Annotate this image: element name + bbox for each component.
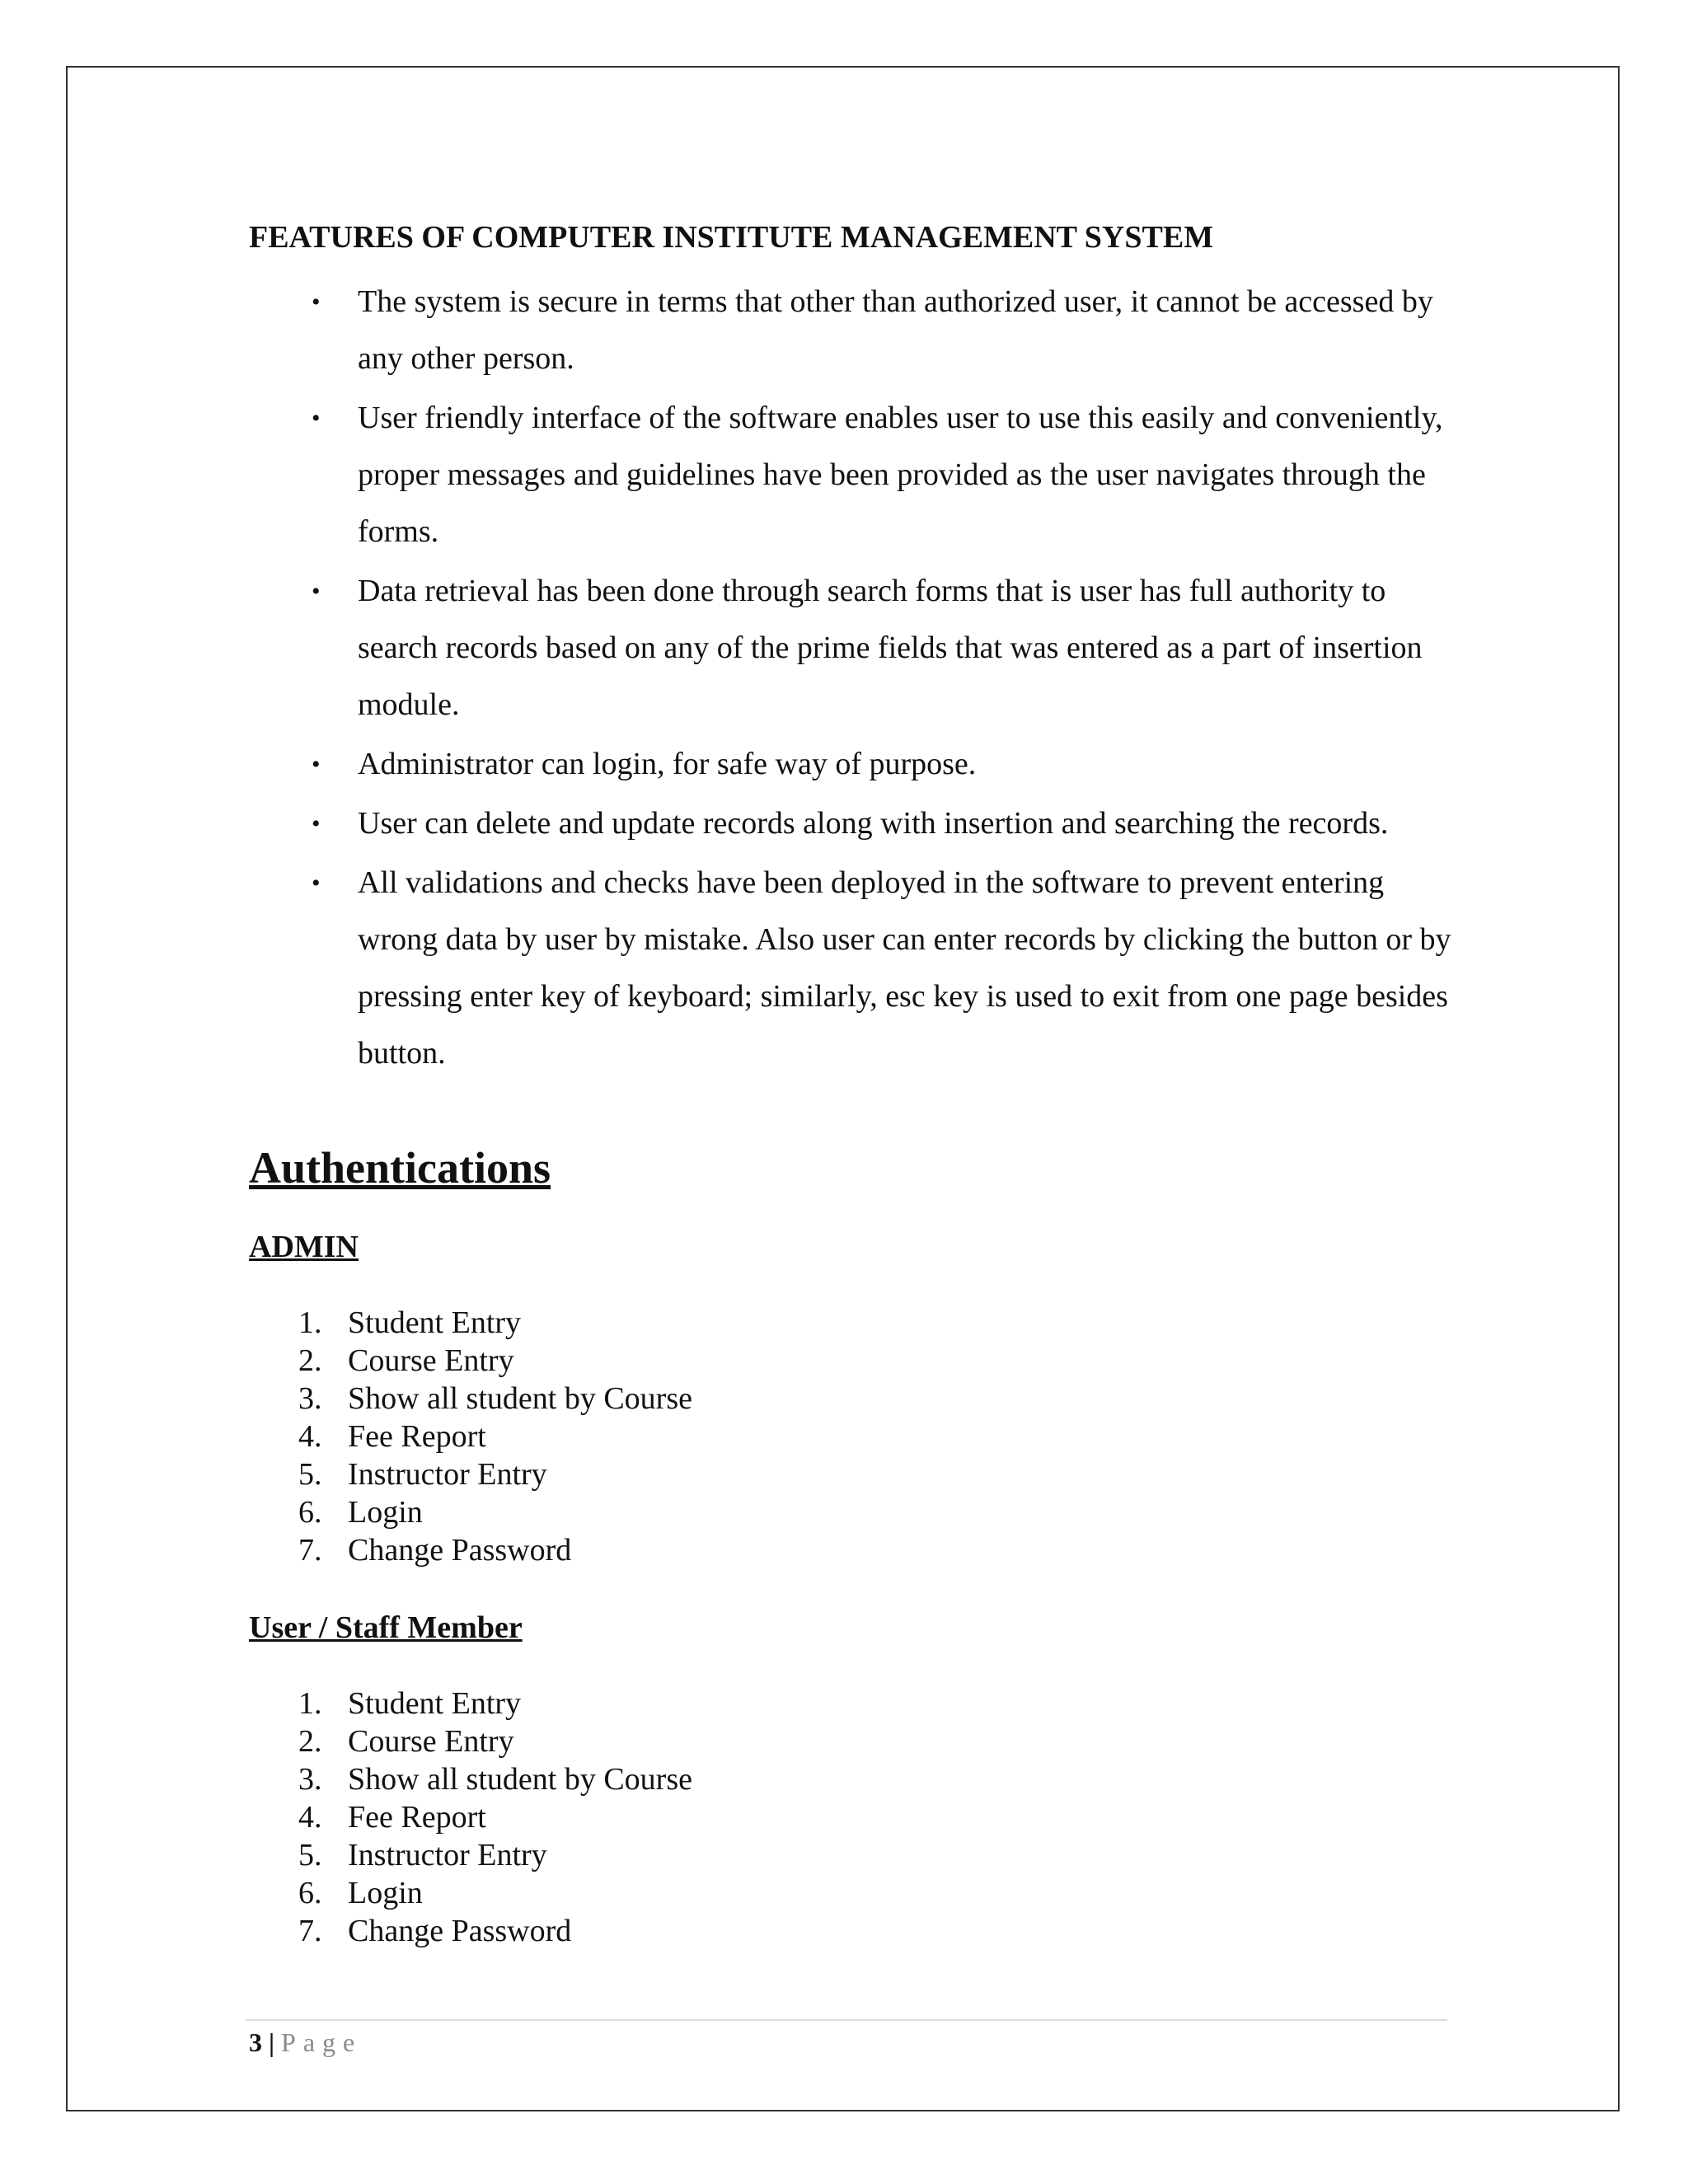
admin-list-item — [249, 1455, 692, 1493]
user-staff-heading: User / Staff Member — [249, 1610, 523, 1645]
feature-item — [249, 274, 1452, 387]
page-number: 3 — [249, 2027, 262, 2057]
user-list-item — [249, 1912, 692, 1950]
item-label: Student Entry — [348, 1686, 522, 1721]
item-label: Show all student by Course — [348, 1381, 692, 1416]
admin-list-item — [249, 1304, 692, 1342]
item-label: Student Entry — [348, 1305, 522, 1340]
bullet-icon: • — [312, 288, 321, 316]
item-number: 6. — [298, 1876, 322, 1910]
item-number: 6. — [298, 1495, 322, 1530]
feature-item — [249, 795, 1452, 852]
feature-text: User friendly interface of the software enables user to use this easily and conveniently, proper messages and guidelines have been provided as the user navigates through the forms. — [358, 401, 1443, 549]
item-number: 3. — [298, 1762, 322, 1797]
features-list — [249, 274, 1452, 1085]
user-staff-list — [249, 1685, 692, 1950]
item-label: Change Password — [348, 1914, 572, 1948]
feature-text: User can delete and update records along with insertion and searching the records. — [358, 806, 1389, 841]
bullet-icon: • — [312, 810, 321, 837]
feature-text: The system is secure in terms that other than authorized user, it cannot be accessed by any other person. — [358, 284, 1433, 376]
page-footer — [249, 2024, 362, 2060]
features-heading: FEATURES OF COMPUTER INSTITUTE MANAGEMENT SYSTEM — [249, 220, 1214, 255]
admin-list-item — [249, 1418, 692, 1455]
user-list-item — [249, 1836, 692, 1874]
bullet-icon: • — [312, 869, 321, 897]
admin-list-item — [249, 1380, 692, 1418]
admin-heading: ADMIN — [249, 1230, 359, 1264]
item-label: Fee Report — [348, 1800, 486, 1835]
feature-item — [249, 563, 1452, 733]
item-label: Course Entry — [348, 1724, 514, 1759]
feature-item — [249, 736, 1452, 793]
user-list-item — [249, 1874, 692, 1912]
item-number: 3. — [298, 1381, 322, 1416]
item-label: Fee Report — [348, 1419, 486, 1454]
item-number: 5. — [298, 1457, 322, 1492]
item-number: 1. — [298, 1686, 322, 1721]
item-number: 5. — [298, 1838, 322, 1872]
bullet-icon: • — [312, 578, 321, 605]
item-label: Change Password — [348, 1533, 572, 1568]
item-label: Login — [348, 1495, 423, 1530]
footer-divider — [246, 2019, 1447, 2021]
item-label: Instructor Entry — [348, 1838, 547, 1872]
item-number: 7. — [298, 1533, 322, 1568]
user-list-item — [249, 1722, 692, 1760]
user-list-item — [249, 1685, 692, 1722]
item-label: Show all student by Course — [348, 1762, 692, 1797]
feature-text: Administrator can login, for safe way of purpose. — [358, 747, 977, 781]
item-number: 4. — [298, 1800, 322, 1835]
item-number: 2. — [298, 1343, 322, 1378]
item-number: 7. — [298, 1914, 322, 1948]
item-number: 4. — [298, 1419, 322, 1454]
admin-list-item — [249, 1493, 692, 1531]
item-number: 2. — [298, 1724, 322, 1759]
admin-list — [249, 1304, 692, 1569]
page-label: Page — [281, 2027, 363, 2057]
feature-text: All validations and checks have been deployed in the software to prevent entering wrong data by user by mistake. Also user can enter records by clicking the button or by pressing enter key of keyboard; similarly, esc key is used to exit from one page besides button. — [358, 865, 1451, 1071]
user-list-item — [249, 1760, 692, 1798]
item-label: Course Entry — [348, 1343, 514, 1378]
item-number: 1. — [298, 1305, 322, 1340]
feature-text: Data retrieval has been done through search forms that is user has full authority to search records based on any of the prime fields that was entered as a part of insertion module. — [358, 574, 1423, 722]
bullet-icon: • — [312, 405, 321, 432]
bullet-icon: • — [312, 751, 321, 778]
item-label: Login — [348, 1876, 423, 1910]
admin-list-item — [249, 1531, 692, 1569]
user-list-item — [249, 1798, 692, 1836]
admin-list-item — [249, 1342, 692, 1380]
authentications-heading: Authentications — [249, 1143, 551, 1193]
feature-item — [249, 390, 1452, 560]
footer-separator: | — [269, 2027, 275, 2057]
item-label: Instructor Entry — [348, 1457, 547, 1492]
feature-item — [249, 855, 1452, 1082]
